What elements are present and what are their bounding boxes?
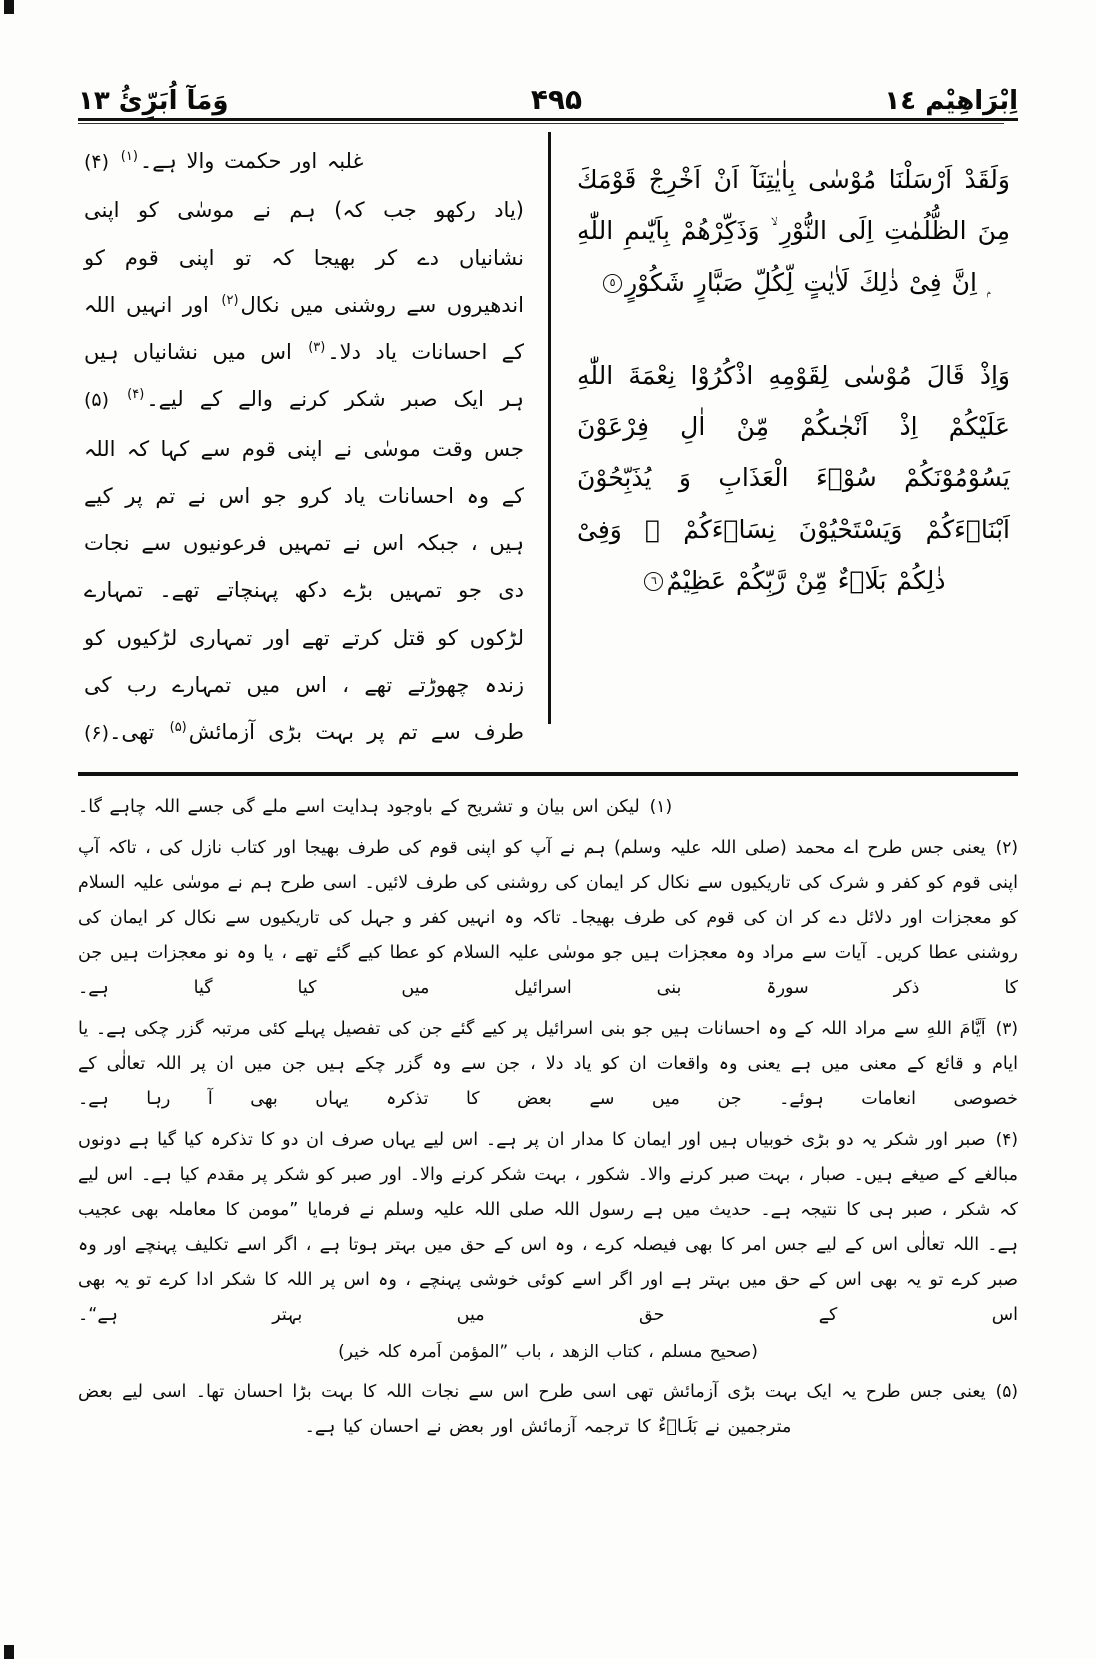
footnote-number-3: (۳): [995, 1019, 1018, 1039]
footnote-item-1: [78, 790, 1018, 825]
footnote-text-5: یعنی جس طرح یہ ایک بہت بڑی آزمائش تھی اسی طرح اس سے نجات اللہ کا بہت بڑا احسان تھا۔ اسی لیے بعض مترجمین نے بَلَاۗءٌ کا ترجمہ آزمائش اور بعض نے احسان کیا ہے۔: [78, 1382, 986, 1437]
ayah-5-end-marker: ٥: [603, 274, 622, 293]
translation-v5-part1: (یاد رکھو جب کہ) ہم نے موسٰی کو اپنی نشانیاں دے کر بھیجا کہ تو اپنی قوم کو اندھیروں سے روشنی میں نکال: [84, 198, 524, 317]
footnote-text-2: یعنی جس طرح اے محمد (صلی اللہ علیہ وسلم) ہم نے آپ کو اپنی قوم کی طرف بھیجا اور کتاب نازل کی ، تاکہ آپ اپنی قوم کو کفر و شرک کی تاریکیوں سے نکال کر ایمان کی روشنی کی طرف لائیں۔ اسی طرح ہم نے موسٰی علیہ السلام کو معجزات اور دلائل دے کر ان کی قوم کی طرف بھیجا۔ تاکہ وہ انہیں کفر و جہل کی تاریکیوں سے نکال کر ایمان کی روشنی عطا کریں۔ آیات سے مراد وہ معجزات ہیں جو موسٰی علیہ السلام کو عطا کیے گئے تھے ، یا وہ نو معجزات ہیں جن کا ذکر سورۃ بنی اسرائیل میں کیا گیا ہے۔: [78, 838, 1018, 998]
page-edge-mark-top: [4, 0, 14, 14]
translation-v5-part3: اس میں نشانیاں ہیں ہر ایک صبر شکر کرنے والے کے لیے۔: [84, 340, 524, 412]
footnote-text-4: صبر اور شکر یہ دو بڑی خوبیاں ہیں اور ایمان کا مدار ان پر ہے۔ اس لیے یہاں صرف ان دو کا تذکرہ کیا گیا ہے دونوں مبالغے کے صیغے ہیں۔ صبار ، بہت صبر کرنے والا۔ شکور ، بہت شکر کرنے والا۔ اور صبر کو شکر پر مقدم کیا ہے۔ اس لیے کہ شکر ، صبر ہی کا نتیجہ ہے۔ حدیث میں ہے رسول اللہ صلی اللہ علیہ وسلم نے فرمایا ”مومن کا معاملہ بھی عجیب ہے۔ اللہ تعالٰی اس کے لیے جس امر کا بھی فیصلہ کرے ، وہ اس کے حق میں بہتر ہوتا ہے ، اگر اسے تکلیف پہنچے اور وہ صبر کرے تو یہ بھی اس کے حق میں بہتر ہے اور اگر اسے کوئی خوشی پہنچے ، وہ اس پر اللہ کا شکر ادا کرے تو یہ بھی اس کے حق میں بہتر ہے“۔: [78, 1130, 1018, 1325]
translation-v6-text: جس وقت موسٰی نے اپنی قوم سے کہا کہ اللہ کے وہ احسانات یاد کرو جو اس نے تم پر کیے ہیں ، جبکہ اس نے تمہیں فرعونیوں سے نجات دی جو تمہیں بڑے دکھ پہنچاتے تھے۔ تمہارے لڑکوں کو قتل کرتے تھے اور تمہاری لڑکیوں کو زندہ چھوڑتے تھے ، اس میں تمہارے رب کی طرف سے تم پر بہت بڑی آزمائش: [84, 436, 524, 744]
ayah-5-text: وَلَقَدْ اَرْسَلْنَا مُوْسٰى بِاٰيٰتِنَآ اَنْ اَخْرِجْ قَوْمَكَ مِنَ الظُّلُمٰتِ اِلَى النُّوْرِ ۙ وَذَكِّرْهُمْ بِاَيّٰىمِ اللّٰهِ ۭ اِنَّ فِىْ ذٰلِكَ لَاٰيٰتٍ لِّكُلِّ صَبَّارٍ شَكُوْرٍ: [577, 165, 1010, 297]
footnote-ref-2: (۲): [221, 292, 239, 308]
footnote-text-1: لیکن اس بیان و تشریح کے باوجود ہدایت اسے ملے گی جسے اللہ چاہے گا۔: [78, 797, 640, 817]
verse-number-4: (۴): [84, 151, 110, 173]
footnote-number-1: (۱): [649, 797, 673, 817]
footnote-number-4: (۴): [995, 1130, 1018, 1150]
footnote-ref-1: (۱): [120, 149, 138, 164]
ayah-5-block: [577, 154, 1010, 308]
footnote-item-5: [78, 1375, 1018, 1445]
footnote-item-2: [78, 831, 1018, 1006]
footnote-number-5: (۵): [995, 1382, 1018, 1402]
header-page-number: ۴۹۵: [530, 83, 583, 117]
page-edge-mark-bottom: [4, 1645, 14, 1659]
urdu-translation-column: [78, 132, 548, 744]
urdu-translation-text: [84, 138, 524, 756]
footnote-text-3: اَيَّامَ اللهِ سے مراد اللہ کے وہ احسانات ہیں جو بنی اسرائیل پر کیے گئے جن کی تفصیل پہلے کئی مرتبہ گزر چکی ہے۔ یا ایام و قائع کے معنی میں ہے یعنی وہ واقعات ان کو یاد دلا ، جن سے وہ گزر چکے ہیں جن میں ان پر اللہ تعالٰی کے خصوصی انعامات ہوئے۔ جن میں سے بعض کا تذکرہ یہاں بھی آ رہا ہے۔: [78, 1019, 1018, 1109]
footnote-item-4: [78, 1123, 1018, 1369]
translation-line-continuation: [84, 138, 524, 185]
verse-number-5: (۵): [84, 389, 110, 412]
translation-v5-part2: اور انہیں اللہ کے احسانات یاد دلا۔: [84, 292, 524, 364]
footnote-number-2: (۲): [995, 838, 1018, 858]
header-para-title: وَمَآ اُبَرِّئُ ١٣: [78, 86, 229, 117]
footnote-ref-4: (۴): [127, 387, 145, 403]
page-header: [78, 58, 1018, 116]
footnote-ref-3: (۳): [308, 340, 326, 355]
verse-number-6: (۶): [84, 722, 110, 744]
footnote-divider-rule: [78, 772, 1018, 776]
footnotes-section: [78, 790, 1018, 1635]
ayah-6-text: وَاِذْ قَالَ مُوْسٰى لِقَوْمِهِ اذْكُرُوْا نِعْمَةَ اللّٰهِ عَلَيْكُمْ اِذْ اَنْجٰىكُمْ مِّنْ اٰلِ فِرْعَوْنَ يَسُوْمُوْنَكُمْ سُوْۗءَ الْعَذَابِ وَ يُذَبِّحُوْنَ اَبْنَاۗءَكُمْ وَيَسْتَحْيُوْنَ نِسَاۗءَكُمْ ۭ وَفِىْ ذٰلِكُمْ بَلَاۗءٌ مِّنْ رَّبِّكُمْ عَظِيْمٌ: [577, 360, 1010, 595]
translation-verse-5: [84, 187, 524, 423]
translation-v6-tail: تھی۔: [109, 720, 155, 744]
ayah-6-end-marker: ٦: [644, 572, 663, 591]
header-surah-title: اِبْرَاهِيْم ١٤: [884, 86, 1018, 117]
ayah-6-block: [577, 350, 1010, 606]
translation-verse-6: [84, 426, 524, 757]
footnote-item-3: [78, 1012, 1018, 1117]
scripture-body: [78, 132, 1018, 744]
footnote-4-citation: (صحیح مسلم ، کتاب الزھد ، باب ”المؤمن اَمرہ کلہ خیر): [338, 1342, 758, 1362]
header-divider-rule: [78, 118, 1018, 121]
arabic-column: [548, 132, 1018, 724]
footnote-ref-5: (۵): [169, 720, 187, 735]
translation-tail-text: غلبہ اور حکمت والا ہے۔: [139, 149, 364, 173]
